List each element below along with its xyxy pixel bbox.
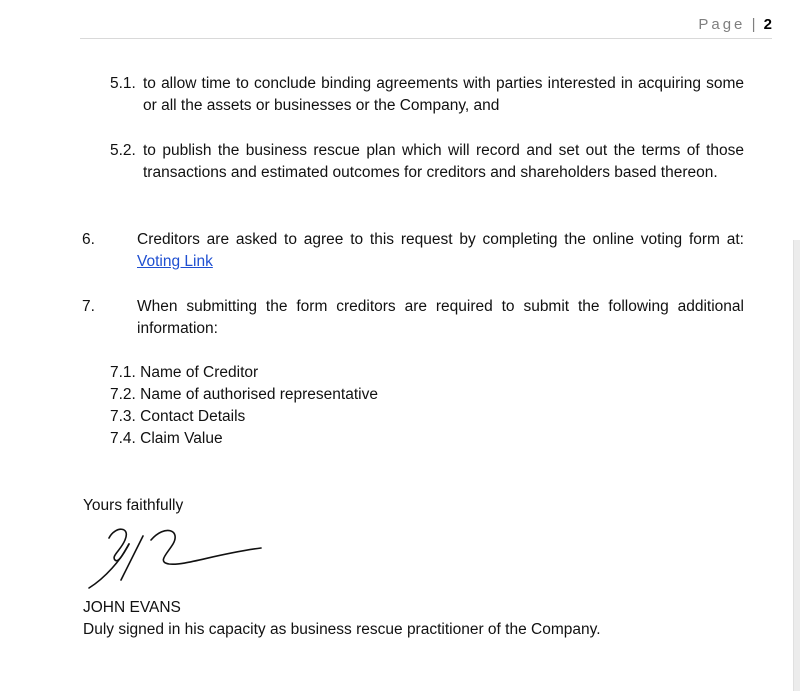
list-text: Claim Value bbox=[140, 430, 223, 447]
salutation: Yours faithfully bbox=[83, 497, 184, 514]
page-label: Page bbox=[698, 16, 746, 33]
clause-text: to allow time to conclude binding agreements with parties interested in acquiring some or all the assets or businesses or the Company, and bbox=[143, 75, 744, 114]
list-number: 7.4. bbox=[110, 430, 136, 447]
page-header bbox=[80, 16, 772, 39]
list-text: Name of authorised representative bbox=[140, 386, 378, 403]
list-item-7-4 bbox=[110, 428, 223, 450]
list-number: 7.3. bbox=[110, 408, 136, 425]
voting-link[interactable]: Voting Link bbox=[137, 253, 213, 270]
clause-7 bbox=[82, 296, 744, 340]
list-item-7-3 bbox=[110, 406, 245, 428]
clause-5-1 bbox=[110, 73, 744, 117]
list-number: 7.1. bbox=[110, 364, 136, 381]
clause-number: 5.1. bbox=[110, 75, 136, 92]
list-text: Contact Details bbox=[140, 408, 246, 425]
clause-number: 7. bbox=[82, 298, 95, 315]
clause-text: When submitting the form creditors are required to submit the following additional information: bbox=[137, 298, 744, 337]
page-number: 2 bbox=[763, 16, 772, 33]
clause-body bbox=[82, 229, 744, 273]
signatory-capacity: Duly signed in his capacity as business rescue practitioner of the Company. bbox=[83, 621, 601, 638]
list-item-7-1 bbox=[110, 362, 258, 384]
page-separator: | bbox=[751, 16, 756, 33]
list-text: Name of Creditor bbox=[140, 364, 259, 381]
clause-5-2 bbox=[110, 140, 744, 184]
vertical-scrollbar[interactable] bbox=[793, 240, 800, 691]
clause-6 bbox=[82, 229, 744, 273]
clause-text: Creditors are asked to agree to this request by completing the online voting form at: bbox=[137, 231, 744, 248]
handwritten-signature bbox=[85, 520, 265, 592]
list-number: 7.2. bbox=[110, 386, 136, 403]
signatory-name: JOHN EVANS bbox=[83, 599, 181, 616]
list-item-7-2 bbox=[110, 384, 378, 406]
clause-number: 5.2. bbox=[110, 142, 136, 159]
clause-text: to publish the business rescue plan which will record and set out the terms of those transactions and estimated outcomes for creditors and shareholders based thereon. bbox=[143, 142, 744, 181]
clause-number: 6. bbox=[82, 231, 95, 248]
